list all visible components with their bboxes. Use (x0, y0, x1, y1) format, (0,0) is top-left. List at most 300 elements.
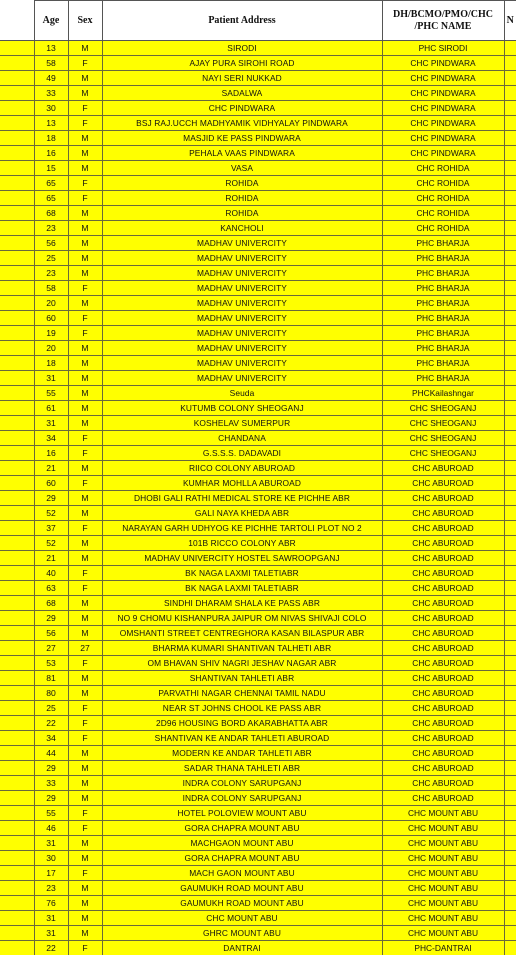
age-cell: 29 (34, 791, 68, 806)
row-blank-cell (0, 776, 34, 791)
address-cell: SHANTIVAN TAHLETI ABR (102, 671, 382, 686)
address-cell: 2D96 HOUSING BORD AKARABHATTA ABR (102, 716, 382, 731)
table-row (0, 851, 516, 866)
age-cell: 29 (34, 491, 68, 506)
row-blank-cell (0, 56, 34, 71)
age-cell: 16 (34, 146, 68, 161)
row-blank-cell (0, 206, 34, 221)
row-blank-cell (0, 101, 34, 116)
row-extra-cell (504, 926, 516, 941)
row-extra-cell (504, 656, 516, 671)
sex-cell: F (68, 566, 102, 581)
table-row (0, 806, 516, 821)
sex-cell: M (68, 686, 102, 701)
sex-cell: F (68, 101, 102, 116)
table-row (0, 206, 516, 221)
age-cell: 31 (34, 926, 68, 941)
row-blank-cell (0, 356, 34, 371)
sex-cell: M (68, 356, 102, 371)
table-row (0, 521, 516, 536)
sex-cell: F (68, 806, 102, 821)
row-extra-cell (504, 566, 516, 581)
age-cell: 37 (34, 521, 68, 536)
row-extra-cell (504, 911, 516, 926)
sex-cell: M (68, 461, 102, 476)
age-cell: 21 (34, 461, 68, 476)
header-facility-line1: DH/BCMO/PMO/CHC (393, 8, 493, 20)
row-extra-cell (504, 431, 516, 446)
age-cell: 17 (34, 866, 68, 881)
row-extra-cell (504, 146, 516, 161)
address-cell: CHANDANA (102, 431, 382, 446)
facility-cell: PHC BHARJA (382, 251, 504, 266)
table-row (0, 926, 516, 941)
sex-cell: M (68, 41, 102, 56)
age-cell: 58 (34, 56, 68, 71)
address-cell: KOSHELAV SUMERPUR (102, 416, 382, 431)
age-cell: 46 (34, 821, 68, 836)
age-cell: 34 (34, 731, 68, 746)
age-cell: 19 (34, 326, 68, 341)
table-row (0, 881, 516, 896)
row-blank-cell (0, 461, 34, 476)
age-cell: 55 (34, 386, 68, 401)
row-blank-cell (0, 491, 34, 506)
table-header (0, 1, 516, 41)
address-cell: RIICO COLONY ABUROAD (102, 461, 382, 476)
address-cell: MADHAV UNIVERCITY (102, 236, 382, 251)
age-cell: 13 (34, 116, 68, 131)
address-cell: ROHIDA (102, 191, 382, 206)
table-row (0, 506, 516, 521)
sex-cell: M (68, 296, 102, 311)
address-cell: BSJ RAJ.UCCH MADHYAMIK VIDHYALAY PINDWARA (102, 116, 382, 131)
age-cell: 33 (34, 86, 68, 101)
address-cell: MADHAV UNIVERCITY (102, 356, 382, 371)
sex-cell: M (68, 881, 102, 896)
row-blank-cell (0, 191, 34, 206)
sex-cell: M (68, 536, 102, 551)
row-blank-cell (0, 266, 34, 281)
address-cell: MADHAV UNIVERCITY (102, 281, 382, 296)
sex-cell: M (68, 146, 102, 161)
address-cell: MODERN KE ANDAR TAHLETI ABR (102, 746, 382, 761)
sex-cell: F (68, 656, 102, 671)
age-cell: 56 (34, 236, 68, 251)
row-extra-cell (504, 221, 516, 236)
row-extra-cell (504, 71, 516, 86)
row-blank-cell (0, 911, 34, 926)
table-row (0, 896, 516, 911)
address-cell: SHANTIVAN KE ANDAR TAHLETI ABUROAD (102, 731, 382, 746)
sex-cell: M (68, 221, 102, 236)
facility-cell: CHC ABUROAD (382, 461, 504, 476)
facility-cell: CHC SHEOGANJ (382, 446, 504, 461)
facility-cell: CHC MOUNT ABU (382, 896, 504, 911)
facility-cell: CHC ABUROAD (382, 581, 504, 596)
facility-cell: CHC ABUROAD (382, 791, 504, 806)
row-extra-cell (504, 251, 516, 266)
header-extra: N (504, 1, 516, 41)
address-cell: GORA CHAPRA MOUNT ABU (102, 851, 382, 866)
table-body (0, 41, 516, 956)
facility-cell: PHC BHARJA (382, 281, 504, 296)
row-blank-cell (0, 596, 34, 611)
row-extra-cell (504, 731, 516, 746)
address-cell: INDRA COLONY SARUPGANJ (102, 791, 382, 806)
facility-cell: CHC ABUROAD (382, 566, 504, 581)
facility-cell: CHC ABUROAD (382, 521, 504, 536)
table-row (0, 746, 516, 761)
row-extra-cell (504, 821, 516, 836)
address-cell: NEAR ST JOHNS CHOOL KE PASS ABR (102, 701, 382, 716)
table-row (0, 536, 516, 551)
facility-cell: CHC ABUROAD (382, 506, 504, 521)
row-blank-cell (0, 401, 34, 416)
header-facility-name (382, 1, 504, 41)
facility-cell: CHC ROHIDA (382, 206, 504, 221)
address-cell: DANTRAI (102, 941, 382, 956)
age-cell: 25 (34, 701, 68, 716)
sex-cell: M (68, 836, 102, 851)
table-row (0, 641, 516, 656)
address-cell: PARVATHI NAGAR CHENNAI TAMIL NADU (102, 686, 382, 701)
row-blank-cell (0, 866, 34, 881)
address-cell: GHRC MOUNT ABU (102, 926, 382, 941)
sex-cell: M (68, 371, 102, 386)
row-blank-cell (0, 626, 34, 641)
row-extra-cell (504, 446, 516, 461)
row-blank-cell (0, 431, 34, 446)
address-cell: ROHIDA (102, 176, 382, 191)
row-blank-cell (0, 731, 34, 746)
sex-cell: F (68, 821, 102, 836)
table-row (0, 671, 516, 686)
age-cell: 30 (34, 101, 68, 116)
row-blank-cell (0, 131, 34, 146)
facility-cell: PHC BHARJA (382, 326, 504, 341)
row-blank-cell (0, 116, 34, 131)
address-cell: ROHIDA (102, 206, 382, 221)
address-cell: NAYI SERI NUKKAD (102, 71, 382, 86)
age-cell: 31 (34, 911, 68, 926)
row-blank-cell (0, 656, 34, 671)
table-row (0, 791, 516, 806)
facility-cell: CHC PINDWARA (382, 86, 504, 101)
facility-cell: CHC ABUROAD (382, 776, 504, 791)
address-cell: G.S.S.S. DADAVADI (102, 446, 382, 461)
row-extra-cell (504, 521, 516, 536)
row-extra-cell (504, 671, 516, 686)
sex-cell: M (68, 671, 102, 686)
age-cell: 22 (34, 941, 68, 956)
facility-cell: CHC ABUROAD (382, 656, 504, 671)
row-blank-cell (0, 611, 34, 626)
row-blank-cell (0, 176, 34, 191)
sex-cell: M (68, 491, 102, 506)
table-row (0, 161, 516, 176)
facility-cell: PHC SIRODI (382, 41, 504, 56)
table-row (0, 326, 516, 341)
facility-cell: CHC ABUROAD (382, 761, 504, 776)
table-row (0, 251, 516, 266)
facility-cell: CHC ABUROAD (382, 491, 504, 506)
age-cell: 56 (34, 626, 68, 641)
facility-cell: CHC ABUROAD (382, 716, 504, 731)
table-row (0, 761, 516, 776)
age-cell: 44 (34, 746, 68, 761)
address-cell: HOTEL POLOVIEW MOUNT ABU (102, 806, 382, 821)
facility-cell: CHC ABUROAD (382, 476, 504, 491)
row-blank-cell (0, 566, 34, 581)
row-blank-cell (0, 386, 34, 401)
facility-cell: PHC BHARJA (382, 296, 504, 311)
address-cell: SIRODI (102, 41, 382, 56)
sex-cell: M (68, 611, 102, 626)
address-cell: VASA (102, 161, 382, 176)
table-row (0, 401, 516, 416)
sex-cell: M (68, 131, 102, 146)
facility-cell: PHC BHARJA (382, 341, 504, 356)
age-cell: 31 (34, 371, 68, 386)
row-blank-cell (0, 86, 34, 101)
facility-cell: CHC MOUNT ABU (382, 881, 504, 896)
facility-cell: CHC ABUROAD (382, 746, 504, 761)
sex-cell: F (68, 191, 102, 206)
sex-cell: F (68, 326, 102, 341)
table-row (0, 236, 516, 251)
table-row (0, 596, 516, 611)
table-row (0, 296, 516, 311)
facility-cell: CHC MOUNT ABU (382, 926, 504, 941)
row-extra-cell (504, 206, 516, 221)
sex-cell: M (68, 71, 102, 86)
table-row (0, 116, 516, 131)
sex-cell: M (68, 86, 102, 101)
table-row (0, 191, 516, 206)
age-cell: 76 (34, 896, 68, 911)
table-row (0, 56, 516, 71)
row-extra-cell (504, 611, 516, 626)
sex-cell: M (68, 596, 102, 611)
row-extra-cell (504, 311, 516, 326)
facility-cell: CHC PINDWARA (382, 146, 504, 161)
facility-cell: CHC ABUROAD (382, 536, 504, 551)
age-cell: 52 (34, 506, 68, 521)
address-cell: INDRA COLONY SARUPGANJ (102, 776, 382, 791)
row-extra-cell (504, 176, 516, 191)
table-row (0, 431, 516, 446)
row-blank-cell (0, 641, 34, 656)
row-blank-cell (0, 746, 34, 761)
row-blank-cell (0, 236, 34, 251)
row-extra-cell (504, 341, 516, 356)
age-cell: 34 (34, 431, 68, 446)
table-row (0, 71, 516, 86)
header-sex: Sex (68, 1, 102, 41)
age-cell: 31 (34, 416, 68, 431)
sex-cell: F (68, 176, 102, 191)
facility-cell: CHC ROHIDA (382, 161, 504, 176)
table-row (0, 731, 516, 746)
address-cell: GAUMUKH ROAD MOUNT ABU (102, 896, 382, 911)
row-blank-cell (0, 311, 34, 326)
table-row (0, 446, 516, 461)
row-extra-cell (504, 806, 516, 821)
table-row (0, 611, 516, 626)
age-cell: 25 (34, 251, 68, 266)
address-cell: BHARMA KUMARI SHANTIVAN TALHETI ABR (102, 641, 382, 656)
sex-cell: F (68, 521, 102, 536)
row-extra-cell (504, 836, 516, 851)
row-blank-cell (0, 686, 34, 701)
sex-cell: M (68, 851, 102, 866)
row-extra-cell (504, 191, 516, 206)
row-blank-cell (0, 851, 34, 866)
address-cell: MADHAV UNIVERCITY (102, 251, 382, 266)
row-blank-cell (0, 71, 34, 86)
age-cell: 30 (34, 851, 68, 866)
age-cell: 40 (34, 566, 68, 581)
row-extra-cell (504, 641, 516, 656)
facility-cell: CHC PINDWARA (382, 116, 504, 131)
header-age: Age (34, 1, 68, 41)
age-cell: 31 (34, 836, 68, 851)
age-cell: 65 (34, 176, 68, 191)
table-row (0, 176, 516, 191)
address-cell: OM BHAVAN SHIV NAGRI JESHAV NAGAR ABR (102, 656, 382, 671)
sex-cell: M (68, 791, 102, 806)
address-cell: OMSHANTI STREET CENTREGHORA KASAN BILASPUR ABR (102, 626, 382, 641)
row-blank-cell (0, 341, 34, 356)
address-cell: MASJID KE PASS PINDWARA (102, 131, 382, 146)
age-cell: 60 (34, 311, 68, 326)
row-extra-cell (504, 851, 516, 866)
table-row (0, 146, 516, 161)
table-row (0, 866, 516, 881)
age-cell: 68 (34, 596, 68, 611)
row-extra-cell (504, 371, 516, 386)
address-cell: MACHGAON MOUNT ABU (102, 836, 382, 851)
table-row (0, 266, 516, 281)
row-blank-cell (0, 161, 34, 176)
table-row (0, 221, 516, 236)
row-blank-cell (0, 326, 34, 341)
row-extra-cell (504, 551, 516, 566)
sex-cell: F (68, 281, 102, 296)
address-cell: GALI NAYA KHEDA ABR (102, 506, 382, 521)
sex-cell: M (68, 236, 102, 251)
age-cell: 13 (34, 41, 68, 56)
row-blank-cell (0, 821, 34, 836)
sex-cell: M (68, 266, 102, 281)
row-blank-cell (0, 41, 34, 56)
age-cell: 58 (34, 281, 68, 296)
row-blank-cell (0, 506, 34, 521)
sex-cell: F (68, 56, 102, 71)
sex-cell: M (68, 746, 102, 761)
age-cell: 63 (34, 581, 68, 596)
address-cell: KUTUMB COLONY SHEOGANJ (102, 401, 382, 416)
row-blank-cell (0, 806, 34, 821)
sex-cell: F (68, 311, 102, 326)
header-patient-address: Patient Address (102, 1, 382, 41)
facility-cell: CHC ABUROAD (382, 626, 504, 641)
sex-cell: M (68, 401, 102, 416)
age-cell: 18 (34, 131, 68, 146)
address-cell: 101B RICCO COLONY ABR (102, 536, 382, 551)
sex-cell: F (68, 431, 102, 446)
sex-cell: M (68, 251, 102, 266)
row-blank-cell (0, 221, 34, 236)
sex-cell: F (68, 581, 102, 596)
table-row (0, 566, 516, 581)
facility-cell: CHC ABUROAD (382, 671, 504, 686)
row-extra-cell (504, 296, 516, 311)
age-cell: 27 (34, 641, 68, 656)
sex-cell: M (68, 926, 102, 941)
sex-cell: M (68, 896, 102, 911)
age-cell: 68 (34, 206, 68, 221)
sex-cell: M (68, 206, 102, 221)
age-cell: 65 (34, 191, 68, 206)
facility-cell: CHC ABUROAD (382, 641, 504, 656)
sex-cell: M (68, 761, 102, 776)
row-blank-cell (0, 716, 34, 731)
address-cell: MADHAV UNIVERCITY (102, 371, 382, 386)
address-cell: NARAYAN GARH UDHYOG KE PICHHE TARTOLI PLOT NO 2 (102, 521, 382, 536)
sex-cell: M (68, 161, 102, 176)
sex-cell: M (68, 416, 102, 431)
address-cell: Seuda (102, 386, 382, 401)
address-cell: MADHAV UNIVERCITY (102, 266, 382, 281)
age-cell: 15 (34, 161, 68, 176)
row-blank-cell (0, 296, 34, 311)
facility-cell: CHC PINDWARA (382, 71, 504, 86)
address-cell: CHC MOUNT ABU (102, 911, 382, 926)
row-extra-cell (504, 746, 516, 761)
row-blank-cell (0, 581, 34, 596)
table-row (0, 461, 516, 476)
facility-cell: CHC ABUROAD (382, 686, 504, 701)
table-row (0, 491, 516, 506)
age-cell: 23 (34, 881, 68, 896)
address-cell: MADHAV UNIVERCITY (102, 311, 382, 326)
facility-cell: CHC ABUROAD (382, 611, 504, 626)
address-cell: NO 9 CHOMU KISHANPURA JAIPUR OM NIVAS SHIVAJI COLO (102, 611, 382, 626)
age-cell: 61 (34, 401, 68, 416)
address-cell: MADHAV UNIVERCITY (102, 326, 382, 341)
row-extra-cell (504, 356, 516, 371)
row-extra-cell (504, 386, 516, 401)
table-row (0, 656, 516, 671)
row-blank-cell (0, 551, 34, 566)
table-row (0, 476, 516, 491)
age-cell: 33 (34, 776, 68, 791)
address-cell: KANCHOLI (102, 221, 382, 236)
sex-cell: M (68, 551, 102, 566)
row-extra-cell (504, 86, 516, 101)
row-blank-cell (0, 896, 34, 911)
table-row (0, 281, 516, 296)
age-cell: 80 (34, 686, 68, 701)
sex-cell: F (68, 446, 102, 461)
age-cell: 55 (34, 806, 68, 821)
table-row (0, 341, 516, 356)
table-row (0, 101, 516, 116)
facility-cell: CHC MOUNT ABU (382, 866, 504, 881)
table-row (0, 821, 516, 836)
